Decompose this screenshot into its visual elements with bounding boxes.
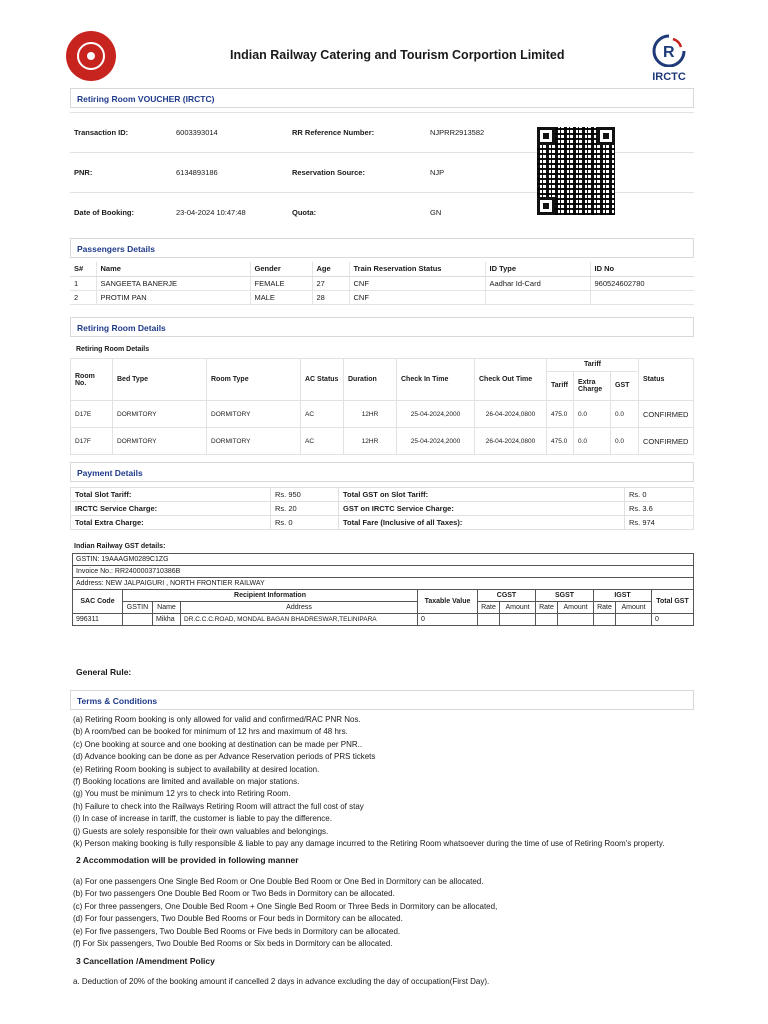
indian-railways-logo bbox=[66, 31, 116, 81]
general-rule-heading: General Rule: bbox=[76, 667, 132, 677]
list-item: (e) For five passengers, Two Double Bed Rooms or Five beds in Dormitory can be allocated. bbox=[73, 926, 401, 936]
list-item: (f) For Six passengers, Two Double Bed Rooms or Six beds in Dormitory can be allocated. bbox=[73, 939, 393, 949]
cancellation-list bbox=[73, 976, 693, 988]
list-item: (c) One booking at source and one booking at destination can be made per PNR.. bbox=[73, 739, 363, 749]
qr-code-icon bbox=[537, 127, 615, 215]
retiring-subtitle: Retiring Room Details bbox=[76, 346, 150, 353]
retiring-subheader-row: Tariff Extra Charge GST bbox=[71, 371, 694, 400]
passengers-title: Passengers Details bbox=[77, 244, 155, 254]
passengers-title-box bbox=[70, 238, 694, 258]
gst-gstin: GSTIN: 19AAAGM0289C1ZG bbox=[73, 554, 694, 566]
gst-table bbox=[72, 553, 694, 626]
svg-text:R: R bbox=[663, 44, 675, 61]
page-title: Indian Railway Catering and Tourism Corportion Limited bbox=[230, 48, 565, 62]
table-row: Total Slot Tariff: Rs. 950 Total GST on Slot Tariff: Rs. 0 bbox=[71, 488, 694, 502]
irctc-logo-text: IRCTC bbox=[652, 71, 686, 83]
retiring-title-box bbox=[70, 317, 694, 337]
list-item: (g) You must be minimum 12 yrs to check into Retiring Room. bbox=[73, 789, 291, 799]
gst-invoice: Invoice No.: RR2400003710386B bbox=[73, 566, 694, 578]
list-item: (d) For four passengers, Two Double Bed Rooms or Four beds in Dormitory can be allocated. bbox=[73, 914, 403, 924]
list-item: (j) Guests are solely responsible for their own valuables and belongings. bbox=[73, 826, 329, 836]
list-item: (c) For three passengers, One Double Bed Room + One Single Bed Room or Three Beds in Dormitory can be allocated, bbox=[73, 901, 498, 911]
voucher-title-box bbox=[70, 88, 694, 108]
list-item: (b) A room/bed can be booked for minimum of 12 hrs and maximum of 48 hrs. bbox=[73, 727, 348, 737]
terms-list bbox=[73, 714, 693, 850]
list-item: (k) Person making booking is fully responsible & liable to pay any damage incurred to the Retiring Room whatsoever during the time of use of Retiring Room's property. bbox=[73, 839, 665, 849]
list-item: (a) Retiring Room booking is only allowed for valid and confirmed/RAC PNR Nos. bbox=[73, 715, 361, 724]
list-item: (b) For two passengers One Double Bed Room or Two Beds in Dormitory can be allocated. bbox=[73, 889, 395, 899]
list-item: a. Deduction of 20% of the booking amount if cancelled 2 days in advance excluding the day of occupation(First Day). bbox=[73, 977, 490, 986]
payment-table bbox=[70, 487, 694, 530]
accommodation-heading: 2 Accommodation will be provided in following manner bbox=[76, 855, 299, 865]
table-row: D17E DORMITORY DORMITORY AC 12HR 25-04-2024,2000 26-04-2024,0800 475.0 0.0 0.0 CONFIRMED bbox=[71, 401, 694, 428]
table-row: 2 PROTIM PAN MALE 28 CNF bbox=[70, 290, 694, 304]
payment-title-box bbox=[70, 462, 694, 482]
terms-title: Terms & Conditions bbox=[77, 696, 158, 706]
table-row: Total Extra Charge: Rs. 0 Total Fare (Inclusive of all Taxes): Rs. 974 bbox=[71, 516, 694, 530]
table-row: 996311 Mikha DR.C.C.C.ROAD, MONDAL BAGAN BHADRESWAR,TELINIPARA 0 0 bbox=[73, 614, 694, 626]
list-item: (f) Booking locations are limited and available on major stations. bbox=[73, 777, 300, 787]
gst-address: Address: NEW JALPAIGURI , NORTH FRONTIER RAILWAY bbox=[73, 578, 694, 590]
list-item: (d) Advance booking can be done as per Advance Reservation periods of PRS tickets bbox=[73, 752, 376, 762]
voucher-row: Transaction ID: 6003393014 RR Reference Number: NJPRR2913582 bbox=[70, 113, 694, 153]
table-row: D17F DORMITORY DORMITORY AC 12HR 25-04-2024,2000 26-04-2024,0800 475.0 0.0 0.0 CONFIRMED bbox=[71, 428, 694, 455]
list-item: (a) For one passengers One Single Bed Room or One Double Bed Room or One Bed in Dormitory can be allocated. bbox=[73, 877, 484, 886]
gst-header-row: SAC Code Recipient Information Taxable Value CGST SGST IGST Total GST bbox=[73, 590, 694, 602]
terms-title-box bbox=[70, 690, 694, 710]
table-row: IRCTC Service Charge: Rs. 20 GST on IRCTC Service Charge: Rs. 3.6 bbox=[71, 502, 694, 516]
accommodation-list bbox=[73, 876, 693, 950]
voucher-title: Retiring Room VOUCHER (IRCTC) bbox=[77, 94, 215, 104]
cancellation-heading: 3 Cancellation /Amendment Policy bbox=[76, 956, 215, 966]
retiring-table bbox=[70, 358, 694, 455]
irctc-emblem-icon bbox=[645, 33, 693, 67]
list-item: (h) Failure to check into the Railways Retiring Room will attract the full cost of stay bbox=[73, 801, 364, 811]
payment-title: Payment Details bbox=[77, 468, 143, 478]
voucher-row: Date of Booking: 23-04-2024 10:47:48 Quota: GN bbox=[70, 193, 694, 233]
voucher-row: PNR: 6134893186 Reservation Source: NJP bbox=[70, 153, 694, 193]
list-item: (e) Retiring Room booking is subject to availability at desired location. bbox=[73, 764, 320, 774]
retiring-title: Retiring Room Details bbox=[77, 323, 166, 333]
gst-title: Indian Railway GST details: bbox=[74, 543, 166, 550]
table-row: 1 SANGEETA BANERJE FEMALE 27 CNF Aadhar Id-Card 960524602780 bbox=[70, 276, 694, 290]
passengers-header-row: S# Name Gender Age Train Reservation Status ID Type ID No bbox=[70, 262, 694, 276]
retiring-header-row: Room No. Bed Type Room Type AC Status Duration Check In Time Check Out Time Tariff Status bbox=[71, 359, 694, 372]
gst-subheader-row: GSTIN Name Address Rate Amount Rate Amount Rate Amount bbox=[73, 602, 694, 614]
passengers-table bbox=[70, 262, 694, 305]
list-item: (i) In case of increase in tariff, the customer is liable to pay the difference. bbox=[73, 814, 332, 824]
irctc-logo bbox=[645, 33, 693, 83]
